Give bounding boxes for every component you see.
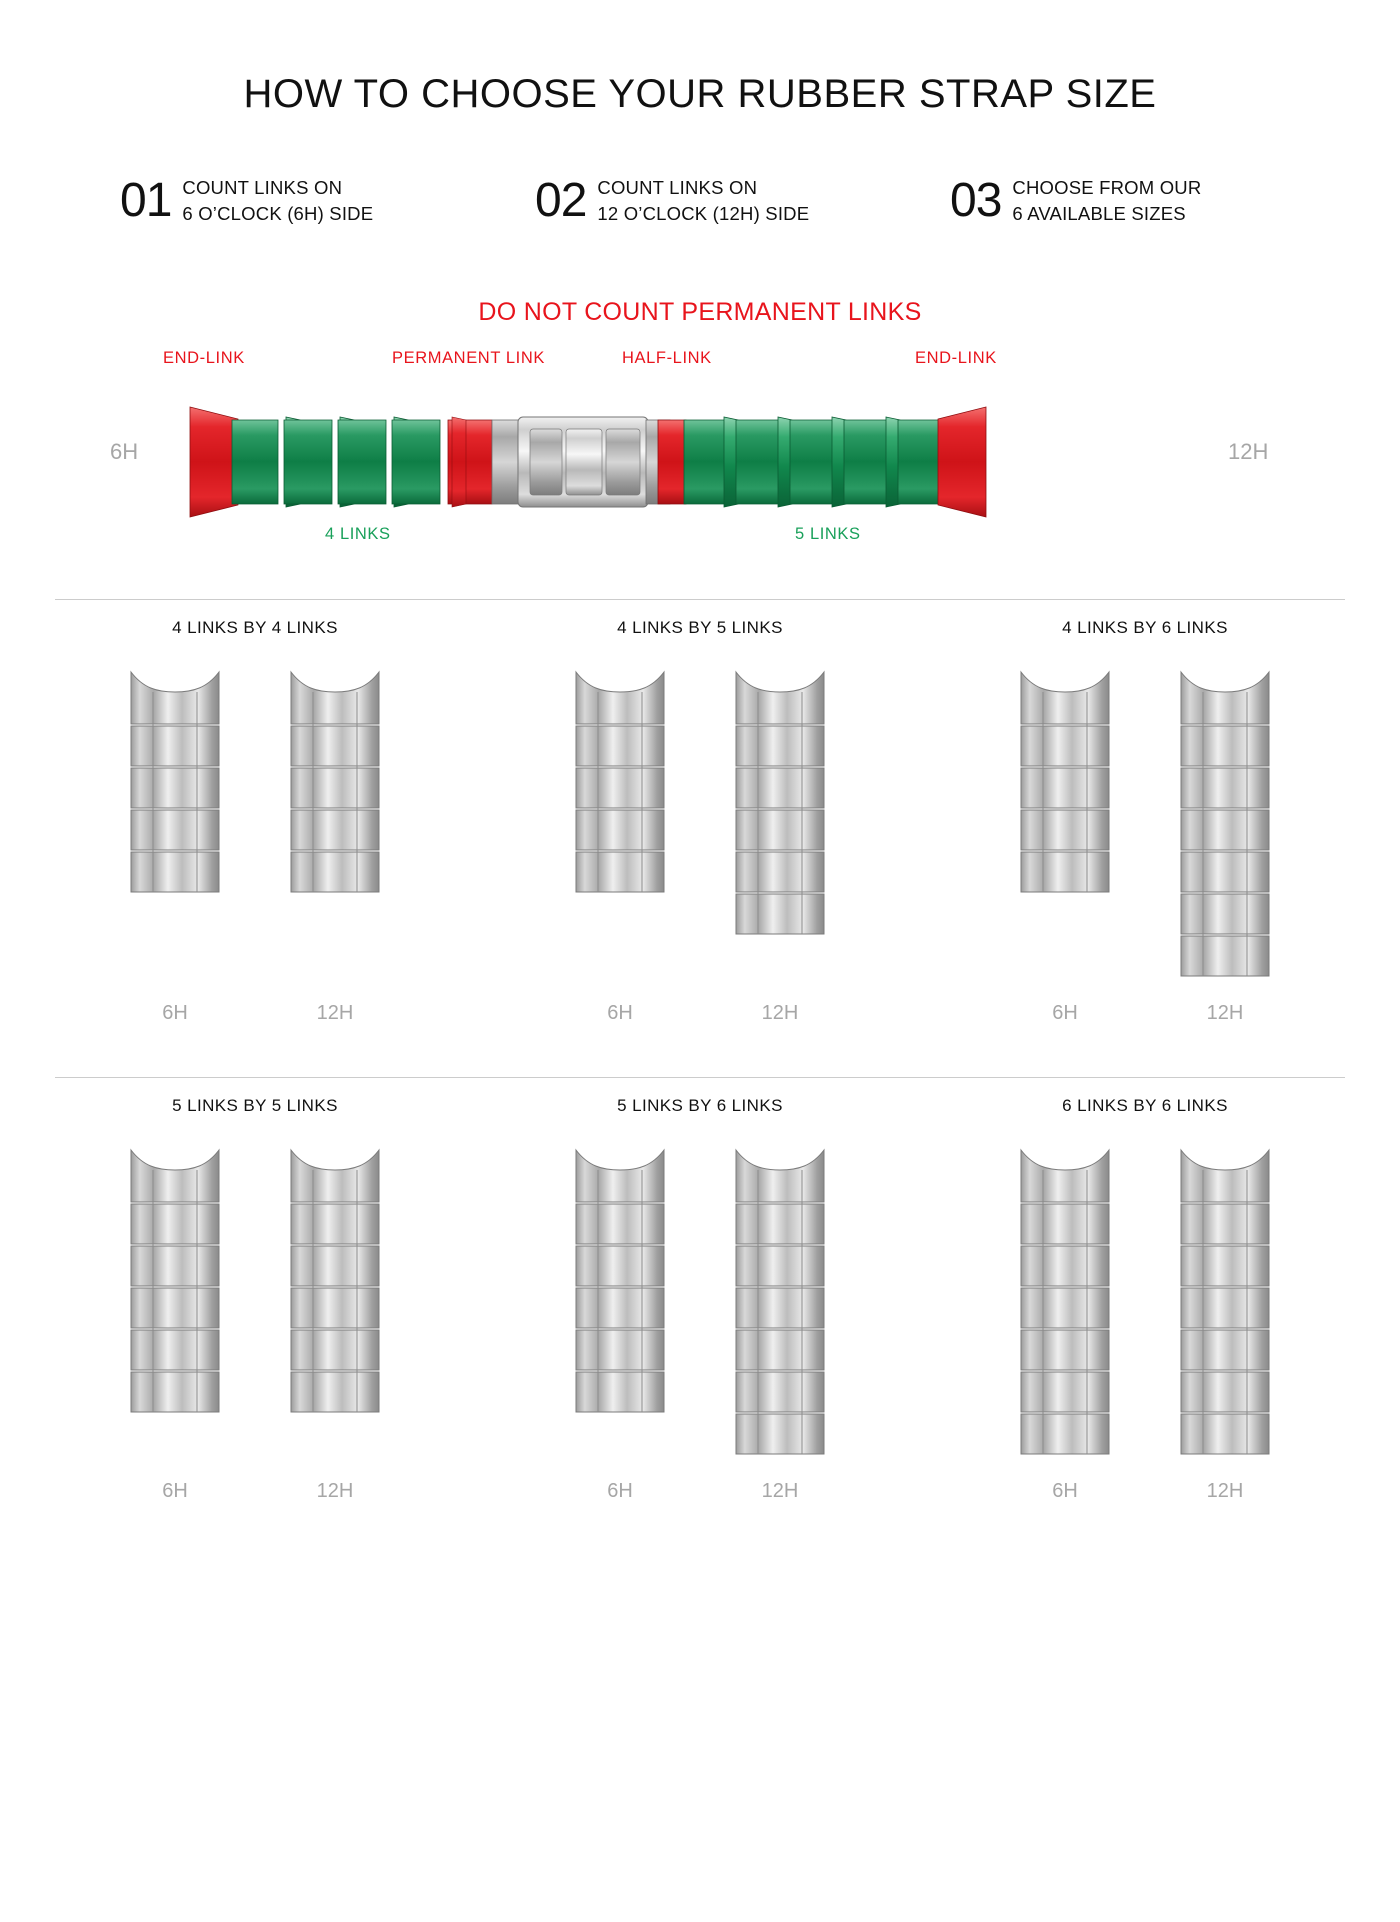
step-line-1: CHOOSE FROM OUR <box>1012 177 1202 198</box>
strap-captions <box>945 1480 1345 1503</box>
infographic-page <box>0 72 1400 1922</box>
caption-6h: 6H <box>607 1002 633 1025</box>
step-text <box>597 175 809 226</box>
caption-6h: 6H <box>1052 1002 1078 1025</box>
steps-row <box>120 175 1280 226</box>
step-line-2: 6 AVAILABLE SIZES <box>1012 202 1186 224</box>
step-line-1: COUNT LINKS ON <box>597 177 758 198</box>
strap-6h <box>123 666 227 966</box>
strap-captions <box>945 1002 1345 1025</box>
caption-6h: 6H <box>607 1480 633 1503</box>
strap-12h <box>1173 666 1277 996</box>
size-option-title: 4 LINKS BY 4 LINKS <box>172 618 338 638</box>
size-option-title: 5 LINKS BY 5 LINKS <box>172 1096 338 1116</box>
strap-12h <box>728 1144 832 1474</box>
step-01 <box>120 175 450 226</box>
bracelet-label-6h: 6H <box>110 439 139 465</box>
strap-captions <box>55 1480 455 1503</box>
strap-12h <box>283 1144 387 1444</box>
step-line-2: 12 O’CLOCK (12H) SIDE <box>597 202 810 224</box>
size-option-4x6[interactable] <box>945 618 1345 1025</box>
size-option-title: 4 LINKS BY 6 LINKS <box>1062 618 1228 638</box>
strap-12h <box>1173 1144 1277 1474</box>
size-option-title: 6 LINKS BY 6 LINKS <box>1062 1096 1228 1116</box>
step-line-1: COUNT LINKS ON <box>182 177 343 198</box>
strap-illustration-4-links <box>283 666 387 966</box>
step-number: 02 <box>535 173 587 227</box>
caption-12h: 12H <box>316 1480 354 1503</box>
caption-12h: 12H <box>761 1480 799 1503</box>
step-number: 03 <box>950 173 1002 227</box>
size-option-title: 5 LINKS BY 6 LINKS <box>617 1096 783 1116</box>
link-count-right: 5 LINKS <box>795 525 861 544</box>
bracelet-label-12h: 12H <box>1228 439 1269 465</box>
caption-12h: 12H <box>761 1002 799 1025</box>
size-option-4x5[interactable] <box>500 618 900 1025</box>
strap-illustration-4-links <box>123 666 227 966</box>
step-line-2: 6 O’CLOCK (6H) SIDE <box>182 202 374 224</box>
strap-6h <box>568 1144 672 1474</box>
size-option-5x6[interactable] <box>500 1096 900 1503</box>
size-option-4x4[interactable] <box>55 618 455 1025</box>
strap-pair <box>945 1144 1345 1474</box>
size-section-2 <box>55 1077 1345 1503</box>
strap-captions <box>55 1002 455 1025</box>
step-02 <box>535 175 865 226</box>
strap-6h <box>568 666 672 966</box>
diagram-callouts <box>0 349 1400 379</box>
strap-6h <box>123 1144 227 1444</box>
strap-illustration-6-links <box>1013 1144 1117 1474</box>
strap-illustration-5-links <box>728 666 832 966</box>
caption-6h: 6H <box>162 1480 188 1503</box>
warning-text: DO NOT COUNT PERMANENT LINKS <box>478 298 922 327</box>
strap-illustration-5-links <box>568 1144 672 1474</box>
step-number: 01 <box>120 173 172 227</box>
strap-illustration-6-links <box>1173 666 1277 996</box>
strap-illustration-4-links <box>568 666 672 966</box>
page-title: HOW TO CHOOSE YOUR RUBBER STRAP SIZE <box>243 72 1157 116</box>
strap-illustration-6-links <box>1173 1144 1277 1474</box>
strap-12h <box>283 666 387 966</box>
callout-end-link-left: END-LINK <box>163 349 245 368</box>
strap-captions <box>500 1480 900 1503</box>
step-text <box>1012 175 1201 226</box>
strap-illustration-6-links <box>728 1144 832 1474</box>
callout-end-link-right: END-LINK <box>915 349 997 368</box>
callout-permanent-link: PERMANENT LINK <box>392 349 545 368</box>
size-row-2 <box>55 1078 1345 1503</box>
strap-pair <box>500 666 900 996</box>
strap-illustration-5-links <box>283 1144 387 1444</box>
step-03 <box>950 175 1280 226</box>
strap-pair <box>55 666 455 996</box>
caption-12h: 12H <box>316 1002 354 1025</box>
strap-6h <box>1013 1144 1117 1474</box>
strap-pair <box>945 666 1345 996</box>
callout-half-link: HALF-LINK <box>622 349 712 368</box>
caption-6h: 6H <box>162 1002 188 1025</box>
size-option-title: 4 LINKS BY 5 LINKS <box>617 618 783 638</box>
size-row-1 <box>55 600 1345 1025</box>
size-option-5x5[interactable] <box>55 1096 455 1503</box>
size-option-6x6[interactable] <box>945 1096 1345 1503</box>
strap-pair <box>55 1144 455 1474</box>
step-text <box>182 175 373 226</box>
bracelet-illustration <box>0 387 1400 537</box>
strap-captions <box>500 1002 900 1025</box>
strap-illustration-5-links <box>123 1144 227 1444</box>
caption-12h: 12H <box>1206 1480 1244 1503</box>
strap-6h <box>1013 666 1117 996</box>
caption-6h: 6H <box>1052 1480 1078 1503</box>
main-bracelet-diagram <box>0 387 1400 544</box>
strap-12h <box>728 666 832 966</box>
link-count-left: 4 LINKS <box>325 525 391 544</box>
strap-illustration-4-links <box>1013 666 1117 996</box>
caption-12h: 12H <box>1206 1002 1244 1025</box>
size-section-1 <box>55 599 1345 1025</box>
strap-pair <box>500 1144 900 1474</box>
